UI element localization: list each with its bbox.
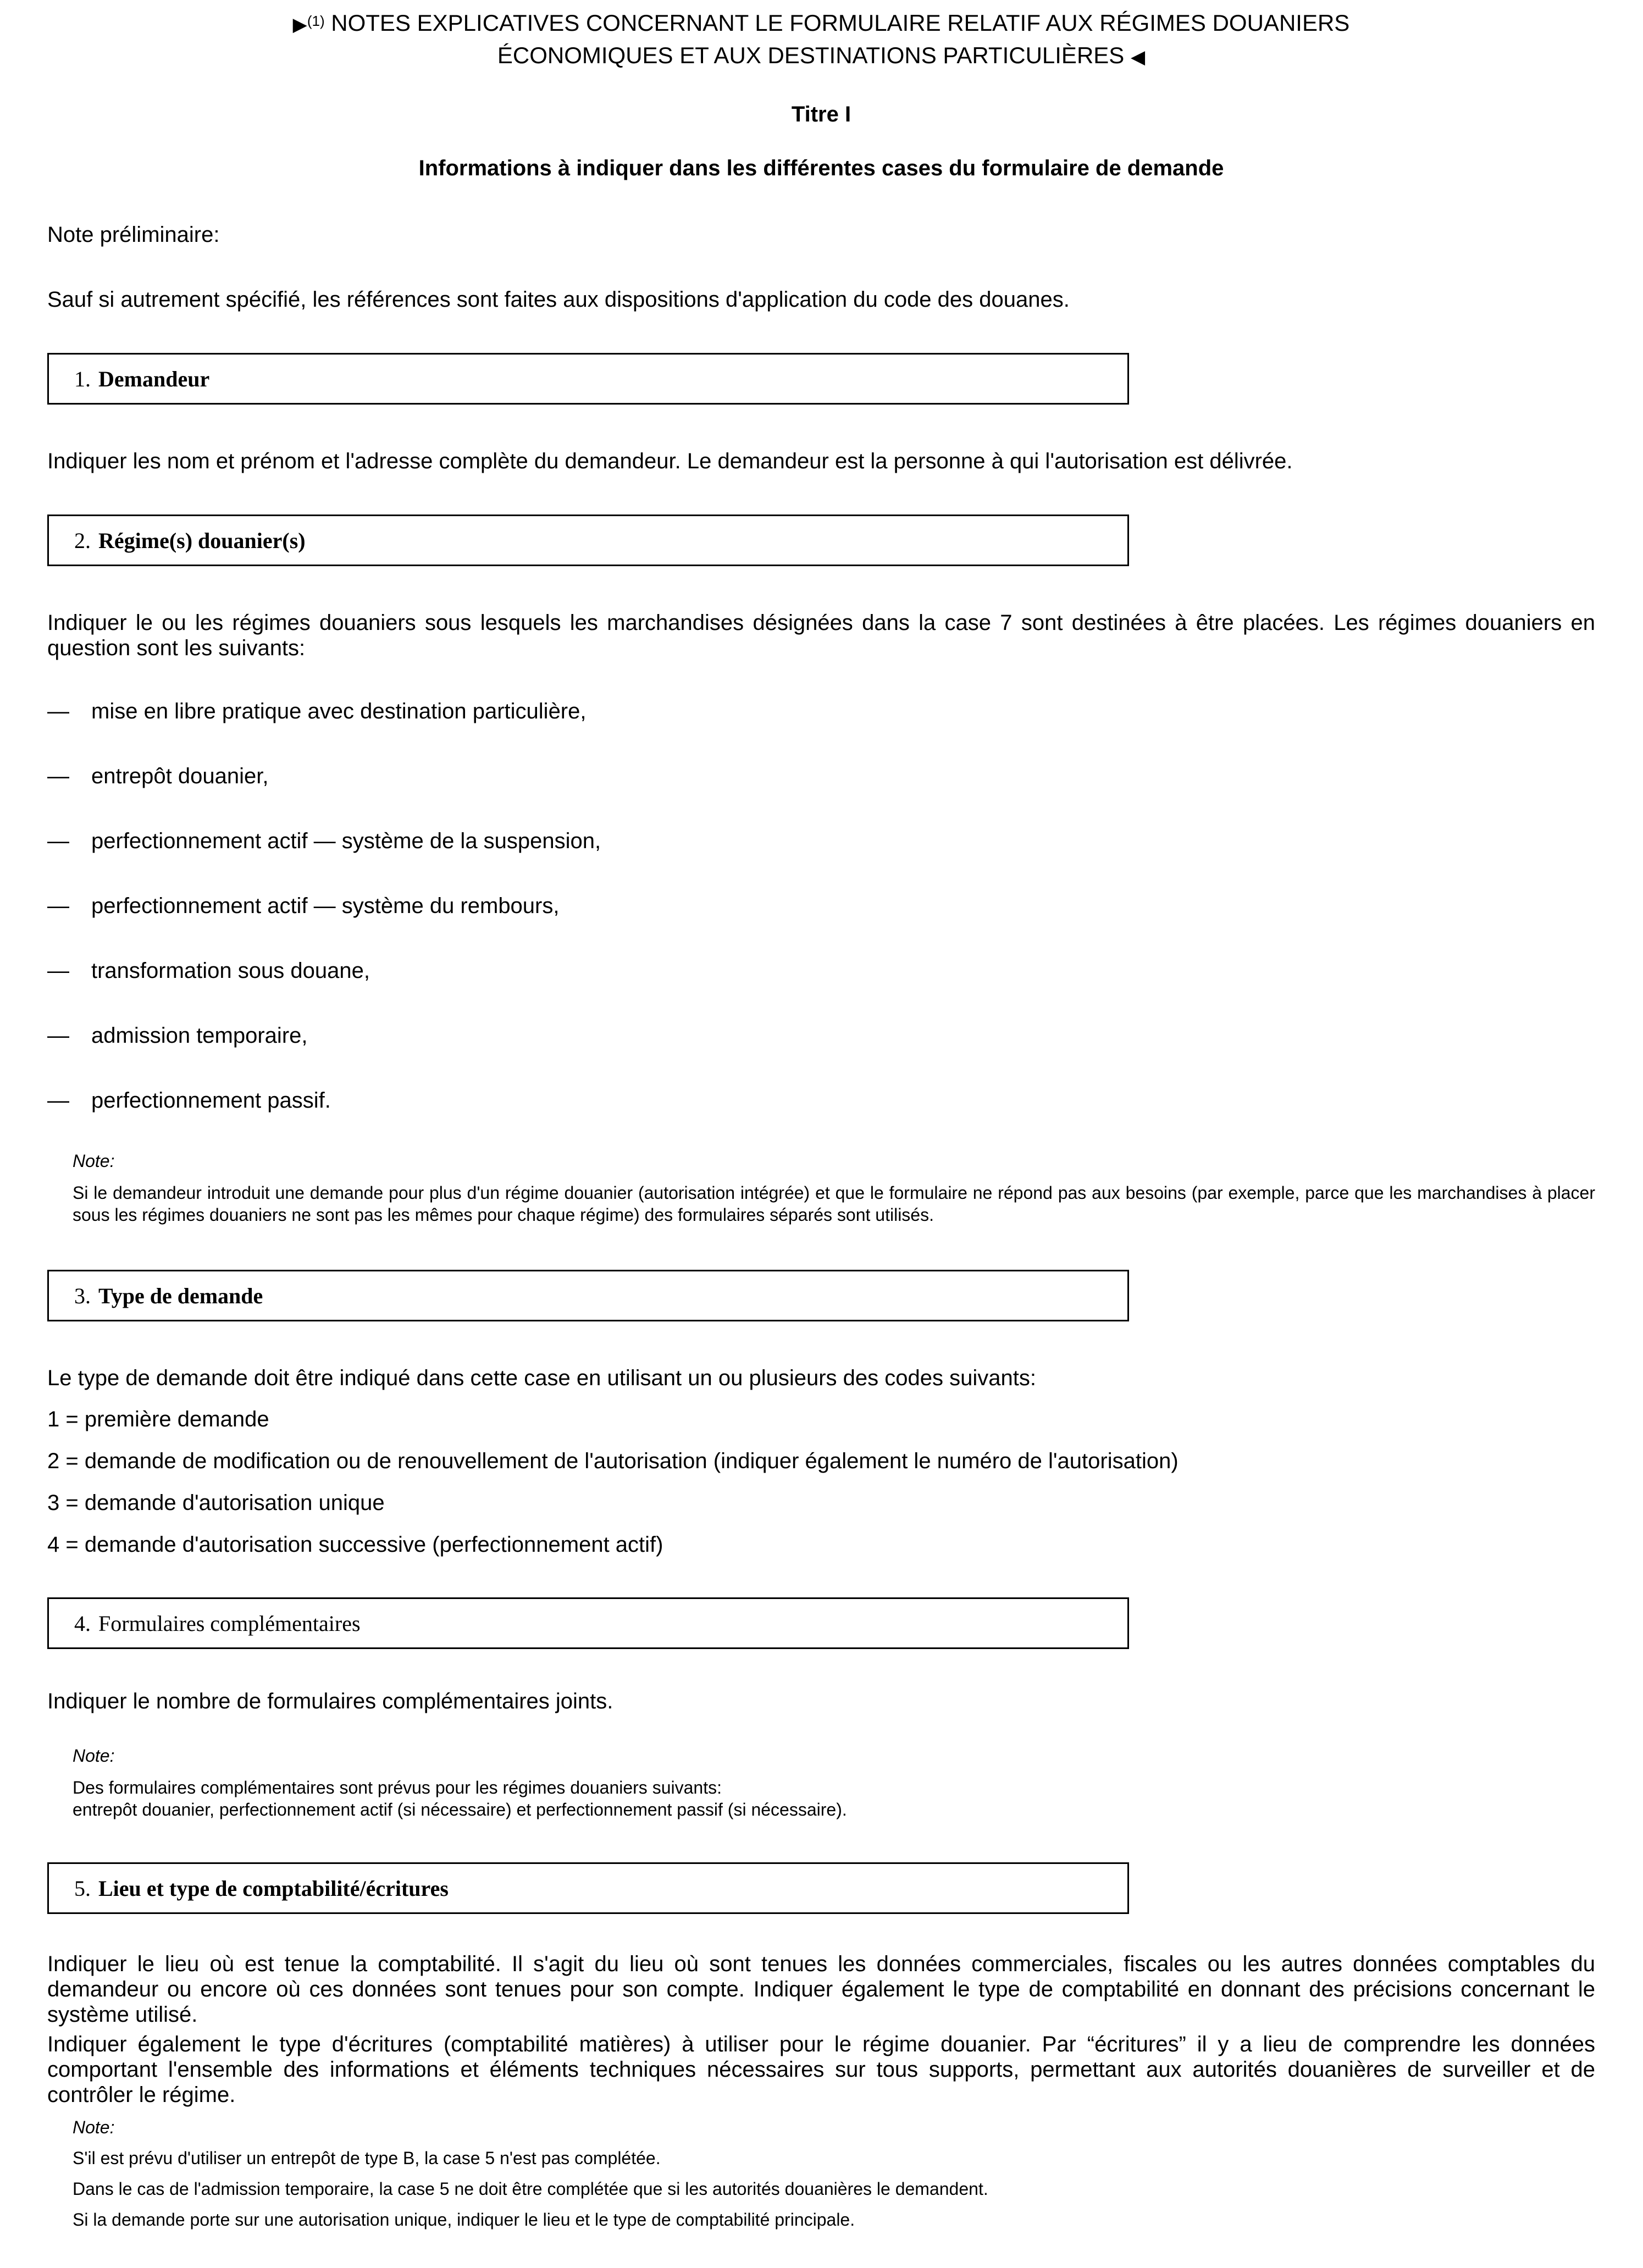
code-line: 3 = demande d'autorisation unique	[47, 1491, 385, 1515]
section-5-paragraph-2: Indiquer également le type d'écritures (comptabilité matières) à utiliser pour le régime douanier. Par “écritures” il y a lieu de comprendre les données comportant l'ensemble des informations et éléments techniques nécessaires sur tous supports, permettant aux autorités douanières de surveiller et de contrôler le régime.	[47, 2032, 1595, 2107]
section-box-5	[47, 1862, 1129, 1914]
list-item-text: entrepôt douanier,	[91, 764, 269, 788]
section-4-note-line-1: Des formulaires complémentaires sont prévus pour les régimes douaniers suivants:	[73, 1778, 722, 1797]
section-1-text: Indiquer les nom et prénom et l'adresse complète du demandeur. Le demandeur est la personne à qui l'autorisation est délivrée.	[47, 449, 1293, 473]
amendment-end-marker: ◀	[1130, 47, 1146, 68]
section-number: 3.	[74, 1283, 91, 1308]
header-title-line-2: ÉCONOMIQUES ET AUX DESTINATIONS PARTICULIÈRES	[497, 42, 1125, 68]
code-line: 4 = demande d'autorisation successive (perfectionnement actif)	[47, 1533, 663, 1557]
section-2-text: Indiquer le ou les régimes douaniers sous lesquels les marchandises désignées dans la case 7 sont destinées à être placées. Les régimes douaniers en question sont les suivants:	[47, 611, 1595, 660]
section-box-1	[47, 353, 1129, 405]
titre-heading: Titre I	[791, 102, 851, 126]
section-title: Régime(s) douanier(s)	[98, 528, 306, 553]
section-4-note-line-2: entrepôt douanier, perfectionnement actif (si nécessaire) et perfectionnement passif (si nécessaire).	[73, 1800, 847, 1819]
document-header	[47, 8, 1595, 73]
dash: —	[47, 1024, 69, 1048]
intro-paragraph: Sauf si autrement spécifié, les références sont faites aux dispositions d'application du code des douanes.	[47, 287, 1070, 312]
section-5-note: S'il est prévu d'utiliser un entrepôt de type B, la case 5 n'est pas complétée.	[73, 2148, 661, 2168]
section-title: Type de demande	[98, 1283, 263, 1308]
code-line: 2 = demande de modification ou de renouvellement de l'autorisation (indiquer également le numéro de l'autorisation)	[47, 1449, 1179, 1473]
list-item-text: mise en libre pratique avec destination particulière,	[91, 699, 587, 723]
list-item-text: admission temporaire,	[91, 1024, 308, 1048]
section-3-text: Le type de demande doit être indiqué dans cette case en utilisant un ou plusieurs des codes suivants:	[47, 1366, 1036, 1390]
section-box-2	[47, 515, 1129, 566]
amendment-start-marker: ▶	[292, 14, 307, 35]
section-title: Lieu et type de comptabilité/écritures	[98, 1876, 449, 1901]
dash: —	[47, 699, 69, 723]
dash: —	[47, 1088, 69, 1113]
subtitle-heading: Informations à indiquer dans les différentes cases du formulaire de demande	[418, 156, 1224, 180]
section-number: 4.	[74, 1611, 91, 1636]
header-line-1	[47, 8, 1595, 40]
note-preliminaire-label: Note préliminaire:	[47, 223, 220, 247]
section-5-note: Dans le cas de l'admission temporaire, la case 5 ne doit être complétée que si les autorités douanières le demandent.	[73, 2179, 988, 2199]
section-number: 5.	[74, 1876, 91, 1901]
note-label: Note:	[73, 1746, 115, 1766]
section-number: 1.	[74, 366, 91, 391]
code-line: 1 = première demande	[47, 1407, 269, 1431]
section-title: Formulaires complémentaires	[98, 1611, 361, 1636]
list-item-text: perfectionnement actif — système du rembours,	[91, 894, 560, 918]
section-4-text: Indiquer le nombre de formulaires complémentaires joints.	[47, 1689, 613, 1713]
footnote-reference: (1)	[307, 13, 325, 29]
header-line-2	[47, 40, 1595, 73]
section-2-note: Si le demandeur introduit une demande pour plus d'un régime douanier (autorisation intégrée) et que le formulaire ne répond pas aux besoins (par exemple, parce que les marchandises à placer sous les régimes douaniers ne sont pas les mêmes pour chaque régime) des formulaires séparés sont utilisés.	[73, 1183, 1595, 1225]
section-box-4	[47, 1597, 1129, 1649]
list-item-text: transformation sous douane,	[91, 959, 370, 983]
dash: —	[47, 764, 69, 788]
list-item-text: perfectionnement passif.	[91, 1088, 331, 1113]
dash: —	[47, 894, 69, 918]
header-title-line-1: NOTES EXPLICATIVES CONCERNANT LE FORMULAIRE RELATIF AUX RÉGIMES DOUANIERS	[331, 10, 1350, 36]
section-title: Demandeur	[98, 366, 210, 391]
section-5-note: Si la demande porte sur une autorisation unique, indiquer le lieu et le type de comptabilité principale.	[73, 2210, 855, 2230]
dash: —	[47, 959, 69, 983]
dash: —	[47, 829, 69, 853]
note-label: Note:	[73, 2117, 115, 2137]
list-item-text: perfectionnement actif — système de la suspension,	[91, 829, 601, 853]
section-5-paragraph-1: Indiquer le lieu où est tenue la comptabilité. Il s'agit du lieu où sont tenues les données commerciales, fiscales ou les autres données comptables du demandeur ou encore où ces données sont tenues pour son compte. Indiquer également le type de comptabilité en donnant des précisions concernant le système utilisé.	[47, 1952, 1595, 2027]
note-label: Note:	[73, 1151, 115, 1171]
section-box-3	[47, 1270, 1129, 1321]
section-number: 2.	[74, 528, 91, 553]
